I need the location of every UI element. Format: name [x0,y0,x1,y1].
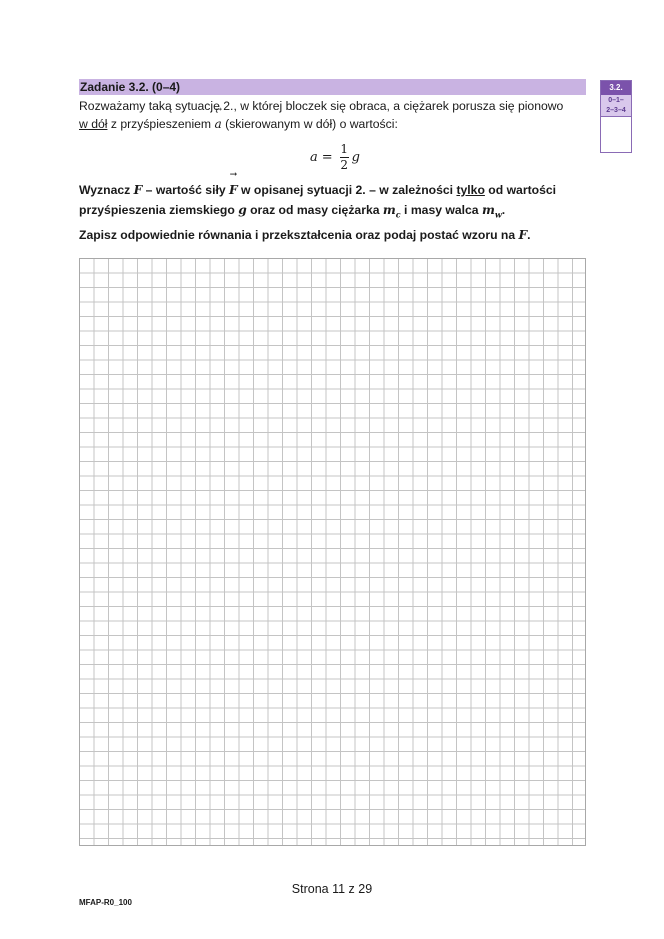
symbol-mc [382,203,401,220]
equation-rhs: g [351,149,360,165]
score-box-title: 3.2. [601,81,631,95]
page-number: Strona 11 z 29 [291,882,373,896]
task-instruction-2 [79,226,589,244]
symbol-mw [481,203,502,220]
acceleration-equation [310,139,360,175]
force-vector: → F [229,180,238,200]
task-intro [79,97,589,133]
instruction-text: Wyznacz [79,183,134,197]
answer-grid[interactable] [79,258,586,846]
equation-lhs: a [310,149,318,165]
score-scale-line: 2–3–4 [606,107,626,114]
acceleration-vector: → a [214,115,221,133]
instruction-text: od wartości przyśpieszenia ziemskiego [79,183,557,217]
equation-fraction [340,143,349,172]
subscript-c: c [395,209,401,220]
score-box [600,80,632,153]
fraction-numerator: 1 [340,141,348,156]
symbol-F: F [518,228,528,242]
subscript-w: w [494,209,502,220]
score-scale-line: 0–1– [608,97,624,104]
instruction2-end: . [527,228,531,242]
equation-equals: = [321,149,333,165]
document-code: MFAP-R0_100 [79,898,132,907]
instruction-text: w opisanej sytuacji 2. – w zależności [237,183,457,197]
instruction-text: oraz od masy ciężarka [246,203,383,217]
symbol-F: F [133,183,143,197]
symbol-m: m [481,203,495,217]
score-box-scale [601,95,631,117]
task-instruction [79,180,589,224]
instruction-text: . [501,203,506,217]
instruction-text: – wartość siły [142,183,230,197]
symbol-g: g [238,203,247,217]
fraction-denominator: 2 [340,157,348,172]
instruction2-text: Zapisz odpowiednie równania i przekształcenia oraz podaj postać wzoru na [79,228,519,242]
symbol-m: m [382,203,396,217]
intro-text-2: z przyśpieszeniem [107,117,215,131]
intro-underlined: w dół [79,117,108,131]
intro-text: Rozważamy taką sytuację 2., w której bloczek się obraca, a ciężarek porusza się pionowo [79,99,564,113]
score-field[interactable] [601,117,631,152]
intro-text-3: (skierowanym w dół) o wartości: [221,117,398,131]
instruction-text: i masy walca [400,203,482,217]
task-header: Zadanie 3.2. (0–4) [79,79,586,95]
instruction-underlined: tylko [456,183,485,197]
